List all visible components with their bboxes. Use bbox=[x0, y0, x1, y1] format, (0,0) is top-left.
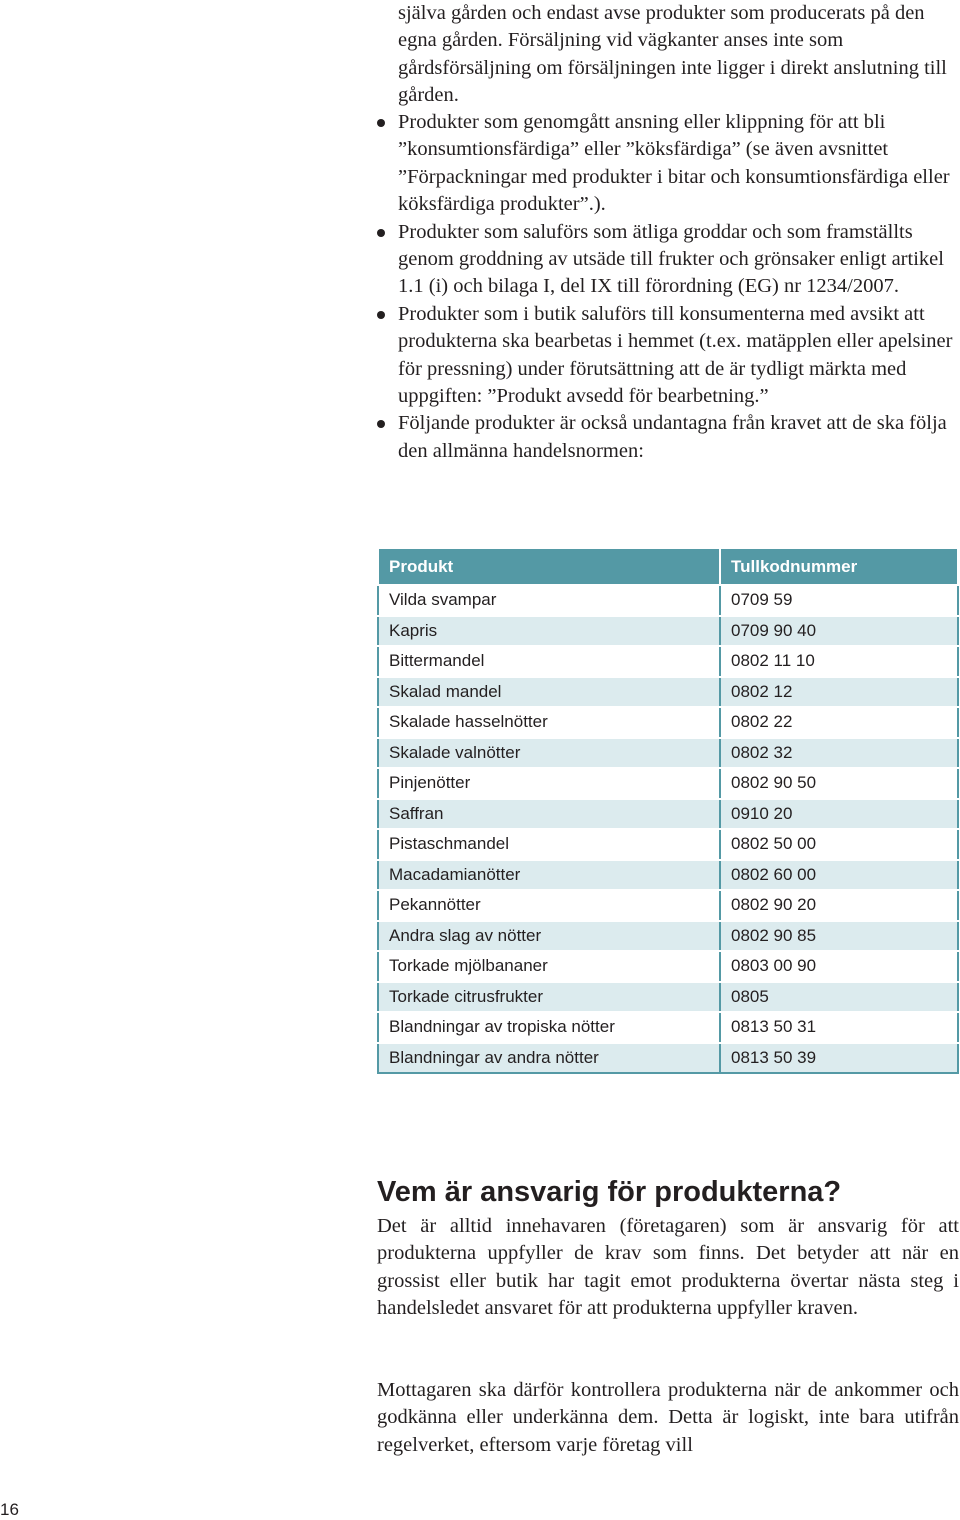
product-cell: Pinjenötter bbox=[378, 768, 720, 799]
table-row bbox=[378, 616, 958, 647]
tariff-code-cell: 0803 00 90 bbox=[720, 951, 958, 982]
tariff-code-cell: 0802 12 bbox=[720, 677, 958, 708]
bullet-item: Produkter som genomgått ansning eller klippning för att bli ”konsumtionsfärdiga” eller ”köksfärdiga” (se även avsnittet ”Förpackningar med produkter i bitar och konsumtionsfärdiga eller köksfärdiga produkter”.). bbox=[398, 109, 958, 219]
tariff-code-cell: 0709 90 40 bbox=[720, 616, 958, 647]
table-row bbox=[378, 890, 958, 921]
paragraph: Mottagaren ska därför kontrollera produkterna när de ankommer och godkänna eller underkänna dem. Detta är logiskt, inte bara utifrån regelverket, eftersom varje företag vill bbox=[377, 1379, 959, 1456]
bullet-item: Produkter som i butik saluförs till konsumenterna med avsikt att produkterna ska bearbetas i hemmet (t.ex. matäpplen eller apelsiner för pressning) under förutsättning att de är tydligt märkta med uppgiften: ”Produkt avsedd för bearbetning.” bbox=[398, 301, 958, 411]
table-row bbox=[378, 829, 958, 860]
tariff-code-cell: 0802 32 bbox=[720, 738, 958, 769]
column-header-product: Produkt bbox=[378, 548, 720, 585]
product-cell: Vilda svampar bbox=[378, 585, 720, 616]
table-row bbox=[378, 677, 958, 708]
table-row bbox=[378, 1012, 958, 1043]
product-cell: Skalade valnötter bbox=[378, 738, 720, 769]
tariff-code-cell: 0805 bbox=[720, 982, 958, 1013]
product-cell: Skalade hasselnötter bbox=[378, 707, 720, 738]
column-header-tariff-code: Tullkodnummer bbox=[720, 548, 958, 585]
bullet-item: Följande produkter är också undantagna från kravet att de ska följa den allmänna handelsnormen: bbox=[398, 410, 958, 465]
table-row bbox=[378, 799, 958, 830]
tariff-code-cell: 0802 60 00 bbox=[720, 860, 958, 891]
table-row bbox=[378, 646, 958, 677]
product-cell: Saffran bbox=[378, 799, 720, 830]
tariff-code-cell: 0802 90 20 bbox=[720, 890, 958, 921]
product-cell: Torkade citrusfrukter bbox=[378, 982, 720, 1013]
table-row bbox=[378, 951, 958, 982]
tariff-code-cell: 0813 50 39 bbox=[720, 1043, 958, 1074]
product-cell: Blandningar av tropiska nötter bbox=[378, 1012, 720, 1043]
tariff-code-cell: 0813 50 31 bbox=[720, 1012, 958, 1043]
tariff-code-cell: 0802 90 85 bbox=[720, 921, 958, 952]
table-row bbox=[378, 585, 958, 616]
product-cell: Kapris bbox=[378, 616, 720, 647]
bullet-list bbox=[398, 109, 958, 465]
product-cell: Blandningar av andra nötter bbox=[378, 1043, 720, 1074]
product-cell: Pistaschmandel bbox=[378, 829, 720, 860]
table-row bbox=[378, 738, 958, 769]
table-header-row bbox=[378, 548, 958, 585]
product-cell: Andra slag av nötter bbox=[378, 921, 720, 952]
paragraph: Det är alltid innehavaren (företagaren) som är ansvarig för att produkterna uppfyller de krav som finns. Det betyder att när en grossist eller butik har tagit emot produkterna övertar nästa steg i handelsledet ansvaret för att produkterna uppfyller kraven. bbox=[377, 1215, 959, 1320]
section-heading: Vem är ansvarig för produkterna? bbox=[377, 1176, 842, 1208]
product-cell: Torkade mjölbananer bbox=[378, 951, 720, 982]
tariff-code-cell: 0910 20 bbox=[720, 799, 958, 830]
bullet-item: Produkter som saluförs som ätliga groddar och som framställts genom groddning av utsäde till frukter och grönsaker enligt artikel 1.1 (i) och bilaga I, del IX till förordning (EG) nr 1234/2007. bbox=[398, 219, 958, 301]
product-tariff-table bbox=[377, 547, 959, 1074]
tariff-code-cell: 0709 59 bbox=[720, 585, 958, 616]
table-row bbox=[378, 768, 958, 799]
product-cell: Pekannötter bbox=[378, 890, 720, 921]
product-cell: Bittermandel bbox=[378, 646, 720, 677]
table-row bbox=[378, 921, 958, 952]
tariff-code-cell: 0802 11 10 bbox=[720, 646, 958, 677]
tariff-code-cell: 0802 50 00 bbox=[720, 829, 958, 860]
table-row bbox=[378, 1043, 958, 1074]
table-row bbox=[378, 860, 958, 891]
tariff-code-cell: 0802 90 50 bbox=[720, 768, 958, 799]
table-row bbox=[378, 982, 958, 1013]
product-cell: Macadamianötter bbox=[378, 860, 720, 891]
page-number: 16 bbox=[0, 1500, 19, 1519]
tariff-code-cell: 0802 22 bbox=[720, 707, 958, 738]
continued-paragraph: själva gården och endast avse produkter som producerats på den egna gården. Försäljning vid vägkanter anses inte som gårdsförsäljning om försäljningen inte ligger i direkt anslutning till gården. bbox=[398, 2, 947, 107]
product-cell: Skalad mandel bbox=[378, 677, 720, 708]
table-row bbox=[378, 707, 958, 738]
